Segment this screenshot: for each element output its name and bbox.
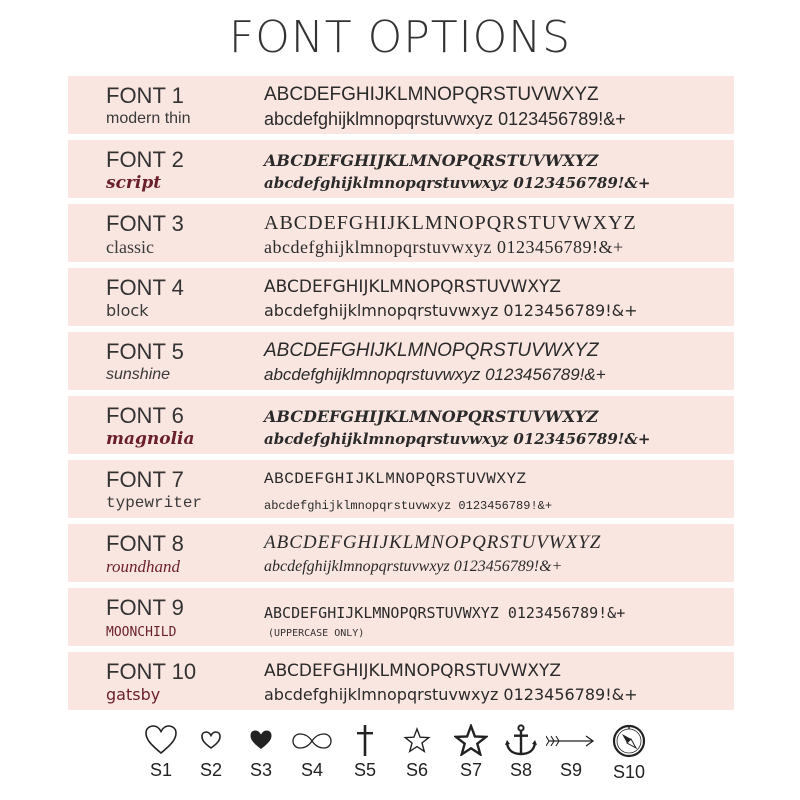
font-sample-uppercase: ABCDEFGHIJKLMNOPQRSTUVWXYZ (264, 277, 562, 297)
font-style-label: sunshine (106, 366, 171, 383)
font-name: FONT 7 (106, 467, 184, 492)
font-row-3 (68, 204, 734, 262)
font-sample-lowercase: abcdefghijklmnopqrstuvwxyz 0123456789!&+ (264, 430, 651, 448)
font-row-7 (68, 460, 734, 518)
symbol-label: S6 (405, 760, 429, 780)
font-name: FONT 10 (106, 659, 197, 684)
symbol-label: S3 (249, 760, 273, 780)
infinity-icon (290, 724, 334, 756)
font-row-4 (68, 268, 734, 326)
small-heart-outline-icon (194, 724, 228, 756)
symbol-s10 (604, 724, 654, 783)
font-style-label: classic (106, 237, 154, 257)
font-row-10 (68, 652, 734, 710)
font-name: FONT 3 (106, 211, 184, 236)
symbol-s5 (340, 724, 390, 781)
symbol-label: S5 (353, 760, 377, 780)
font-name: FONT 2 (106, 147, 184, 172)
font-sample-lowercase: abcdefghijklmnopqrstuvwxyz 0123456789!&+ (264, 109, 626, 129)
font-sample-uppercase: ABCDEFGHIJKLMNOPQRSTUVWXYZ (264, 340, 599, 361)
font-name: FONT 9 (106, 595, 184, 620)
font-style-label: modern thin (106, 110, 191, 127)
symbol-label: S8 (509, 760, 533, 780)
font-sample-uppercase: ABCDEFGHIJKLMNOPQRSTUVWXYZ (264, 151, 599, 170)
font-style-label: script (106, 173, 162, 193)
font-style-label: block (106, 301, 149, 320)
symbol-label: S7 (459, 760, 483, 780)
font-sample-lowercase: abcdefghijklmnopqrstuvwxyz 0123456789!&+ (264, 301, 638, 320)
font-name: FONT 5 (106, 339, 184, 364)
font-list (68, 76, 734, 716)
font-sample-uppercase: ABCDEFGHIJKLMNOPQRSTUVWXYZ (264, 470, 527, 488)
heart-filled-icon (244, 724, 278, 756)
star-outline-icon (400, 724, 434, 756)
font-sample-uppercase: ABCDEFGHIJKLMNOPQRSTUVWXYZ (264, 532, 602, 553)
symbol-s4 (287, 724, 337, 781)
font-name: FONT 8 (106, 531, 184, 556)
cross-icon (348, 724, 382, 756)
font-sample-lowercase: abcdefghijklmnopqrstuvwxyz 0123456789!&+ (264, 685, 638, 704)
font-row-6 (68, 396, 734, 454)
star-bold-icon (454, 724, 488, 756)
symbol-s2 (186, 724, 236, 781)
font-sample-lowercase: abcdefghijklmnopqrstuvwxyz 0123456789!&+ (264, 365, 606, 384)
symbol-s1 (136, 724, 186, 781)
symbol-s6 (392, 724, 442, 781)
font-style-label: magnolia (106, 429, 195, 449)
font-name: FONT 1 (106, 83, 184, 108)
font-row-1 (68, 76, 734, 134)
font-style-label: typewriter (106, 494, 203, 512)
symbol-s9 (546, 724, 596, 781)
symbol-label: S10 (612, 762, 646, 782)
font-sample-lowercase: abcdefghijklmnopqrstuvwxyz 0123456789!&+ (264, 237, 624, 257)
font-row-9 (68, 588, 734, 646)
symbol-options (0, 724, 800, 800)
font-style-label: gatsby (106, 685, 161, 704)
font-sample-lowercase: abcdefghijklmnopqrstuvwxyz 0123456789!&+ (264, 174, 651, 192)
font-sample-uppercase: ABCDEFGHIJKLMNOPQRSTUVWXYZ (264, 661, 562, 681)
anchor-icon (504, 724, 538, 756)
symbol-s3 (236, 724, 286, 781)
font-row-8 (68, 524, 734, 582)
font-style-label: MOONCHILD (106, 625, 177, 640)
arrow-icon (546, 724, 596, 756)
font-name: FONT 6 (106, 403, 184, 428)
symbol-s7 (446, 724, 496, 781)
symbol-label: S4 (300, 760, 324, 780)
font-sample-uppercase: ABCDEFGHIJKLMNOPQRSTUVWXYZ (264, 407, 599, 426)
symbol-label: S9 (559, 760, 583, 780)
font-name: FONT 4 (106, 275, 184, 300)
font-style-label: roundhand (106, 557, 180, 576)
font-sample-uppercase: ABCDEFGHIJKLMNOPQRSTUVWXYZ 0123456789!&+ (264, 604, 626, 622)
font-row-2 (68, 140, 734, 198)
font-sample-lowercase: abcdefghijklmnopqrstuvwxyz 0123456789!&+ (264, 558, 563, 575)
symbol-s8 (496, 724, 546, 781)
compass-icon (611, 724, 647, 758)
symbol-label: S1 (149, 760, 173, 780)
page-title: FONT OPTIONS (228, 12, 572, 63)
symbol-label: S2 (199, 760, 223, 780)
font-row-5 (68, 332, 734, 390)
heart-outline-icon (144, 724, 178, 756)
font-sample-lowercase: abcdefghijklmnopqrstuvwxyz 0123456789!&+ (264, 499, 553, 513)
font-sample-uppercase: ABCDEFGHIJKLMNOPQRSTUVWXYZ (264, 84, 599, 105)
font-sample-uppercase: ABCDEFGHIJKLMNOPQRSTUVWXYZ (264, 212, 637, 234)
uppercase-only-note: (UPPERCASE ONLY) (268, 628, 365, 639)
